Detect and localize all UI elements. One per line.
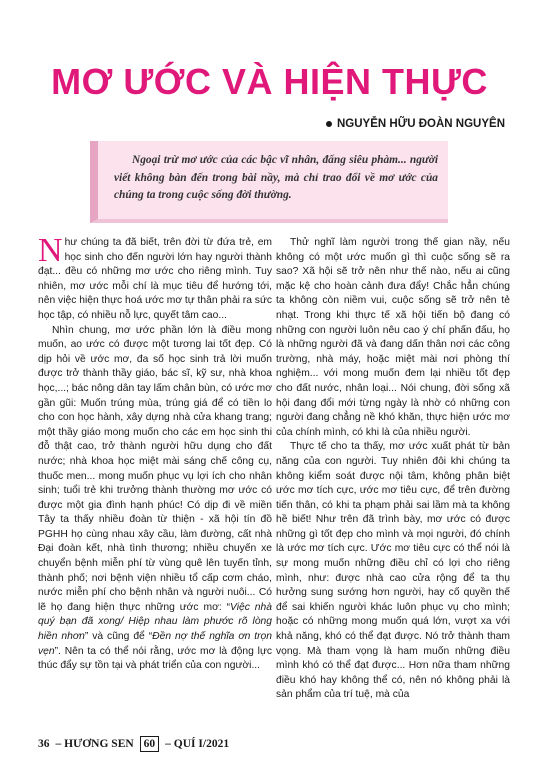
article-title: MƠ ƯỚC VÀ HIỆN THỰC <box>51 61 488 102</box>
quote-2: Đền nợ thế nghĩa ơn trọn vẹn <box>38 631 272 657</box>
paragraph-2 <box>38 324 272 674</box>
magazine-name: – HƯƠNG SEN <box>55 738 134 750</box>
paragraph-2-text: Nhìn chung, mơ ước phần lớn là điều mong muốn, ao ước có được một tương lai tốt đẹp. Có dịp hỏi về ước mơ, đa số học sinh trả lời muốn được trở thành thầy giáo, bác sĩ, kỹ sư, nhà khoa học,...; bác nông dân tay lấm chân bùn, có ước mơ gần gũi: Muốn trúng mùa, trúng giá để có tiền lo cho con học hành, xây dựng nhà cửa khang trang; một thầy giáo mong muốn cho các em học sinh thi đỗ thật cao, trở thành người hữu dụng cho đất nước; nhà khoa học miệt mài sáng chế công cụ, thuốc men... mong muốn phục vụ lợi ích cho nhân sinh; tuổi trẻ khi trưởng thành thường mơ ước có được một gia đình hạnh phúc! Có dịp đi về miền Tây ta thấy nhiều đoàn từ thiện - xã hội tín đồ PGHH họ cùng nhau xây cầu, làm đường, cất nhà Đại đoàn kết, nhà tình thương; nhiều chuyến xe chuyển bệnh miễn phí từ vùng quê lên tuyến tỉnh, thành phố; nơi bệnh viện nhiều tổ cấp cơm cháo, nước miễn phí cho bệnh nhân và người nuôi... Có lẽ họ đang hiện thực những ước mơ: “ <box>38 324 272 613</box>
intro-box: Ngoại trừ mơ ước của các bậc vĩ nhân, đấng siêu phàm... người viết không bàn đến trong bài nầy, mà chỉ trao đổi về mơ ước của chúng ta trong cuộc sống đời thường. <box>90 141 448 223</box>
paragraph-2-mid: ” và cũng để “ <box>84 631 153 643</box>
author-byline <box>326 118 505 130</box>
column-right <box>276 236 510 703</box>
paragraph-2-end: ”. Nên ta có thể nói rằng, ước mơ là động lực thúc đẩy sự tồn tại và phát triển của con người... <box>38 645 272 672</box>
paragraph-1-text: hư chúng ta đã biết, trên đời từ đứa trẻ, em học sinh cho đến người lớn hay người thành đạt... đều có những mơ ước cho riêng mình. Tuy nhiên, mơ ước mỗi chí là mục tiêu để hướng tới, nên việc hiện thực hoá ước mơ tự thân phải ra sức học tập, có nhiều nỗ lực, quyết tâm cao... <box>38 237 272 321</box>
author-name: NGUYỄN HỮU ĐOÀN NGUYÊN <box>337 118 505 130</box>
drop-cap: N <box>38 232 63 269</box>
page-footer <box>38 736 229 752</box>
paragraph-3: Thử nghĩ làm người trong thế gian nầy, nếu không có một ước muốn gì thì cuộc sống sẽ ra sao? Xã hội sẽ trở nên như thế nào, nếu ai cũng mặc kệ cho hoàn cảnh đưa đẩy! Chắc hẳn chúng ta không còn niềm vui, cuộc sống sẽ trở nên tẻ nhạt. Trong khi thực tế xã hội tiến bộ đang có những con người luôn nêu cao ý chí phấn đấu, họ là những người đã và đang dấn thân nơi các công trường, nhà máy, hoặc miệt mài nơi phòng thí nghiệm... với mong muốn đem lại nhiều tốt đẹp cho đất nước, nhân loại... Nói chung, đời sống xã hội đang đổi mới từng ngày là nhờ có những con người đang chẳng nề khó khăn, thực hiện ước mơ của chính mình, có khi là của nhiều người. <box>276 237 510 438</box>
issue-quarter: – QUÍ I/2021 <box>165 738 230 750</box>
bullet-icon <box>326 121 332 127</box>
paragraph-4: Thực tế cho ta thấy, mơ ước xuất phát từ bản năng của con người. Tuy nhiên đôi khi chúng ta không kiểm soát được nội tâm, không phân biệt ước mơ tích cực, ước mơ tiêu cực, để trên đường tiến thân, có khi ta phạm phải sai lầm mà ta không hề biết! Như trên đã trình bày, mơ ước có được những gì tốt đẹp cho mình và mọi người, đó chính là ước mơ tích cực. Ước mơ tiêu cực có thể nói là sự mong muốn những điều chỉ có lợi cho riêng mình, như: được nhà cao cửa rộng để ta thụ hưởng sung sướng hơn người, hay cố quyền thế để sai khiến người khác luôn phục vụ cho mình; hoặc có những mong muốn quá lớn, vượt xa với khả năng, khó có thể đạt được. Nó trở thành tham vọng. Mà tham vọng là ham muốn những điều mình khó có thể đạt được... Hơn nữa tham những điều khó hay không thể có, nên nó không phải là sản phẩm của trí tuệ, mà của <box>276 441 510 701</box>
paragraph-1 <box>38 232 272 324</box>
quote-1: Việc nhà quý bạn đã xong/ Hiệp nhau làm phước rõ lòng hiền nhơn <box>38 601 272 643</box>
page-number: 36 <box>38 738 50 750</box>
column-left <box>38 232 272 674</box>
issue-number: 60 <box>140 736 160 752</box>
